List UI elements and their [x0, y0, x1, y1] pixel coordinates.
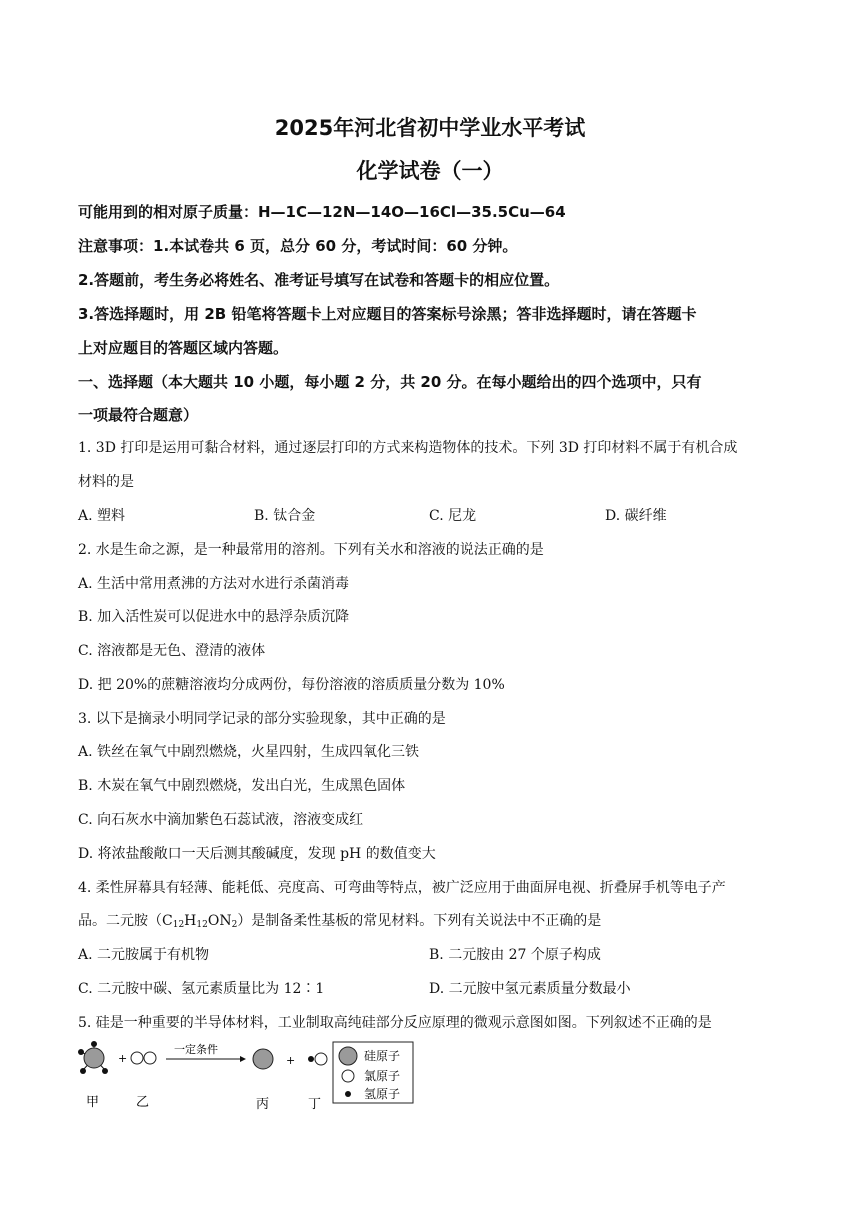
- reaction-diagram: [70, 1040, 430, 1110]
- q4-stem-after-formula: ）是制备柔性基板的常见材料。下列有关说法中不正确的是: [237, 913, 602, 929]
- formula-c-subscript: 12: [172, 920, 185, 930]
- label-yi: 乙: [136, 1095, 150, 1110]
- q3-stem: 3. 以下是摘录小明同学记录的部分实验现象，其中正确的是: [78, 711, 446, 727]
- formula-n-subscript: 2: [231, 920, 238, 930]
- q1-option-d: D. 碳纤维: [605, 508, 667, 524]
- arrow-head: [240, 1056, 246, 1062]
- label-bing: 丙: [256, 1097, 270, 1110]
- q1-option-c: C. 尼龙: [429, 508, 477, 524]
- note-2: 2.答题前，考生务必将姓名、准考证号填写在试卷和答题卡的相应位置。: [78, 271, 560, 289]
- molecule-bing: [253, 1049, 273, 1069]
- hydrogen-atom: [78, 1049, 84, 1055]
- plus-sign: +: [118, 1052, 128, 1065]
- molecule-ding: [308, 1053, 327, 1065]
- legend-chlorine-swatch: [342, 1070, 354, 1082]
- hydrogen-atom: [102, 1068, 108, 1074]
- plus-sign-2: +: [286, 1054, 296, 1067]
- legend-hydrogen-swatch: [345, 1091, 351, 1097]
- q4-stem-before-formula: 品。二元胺（C: [78, 913, 173, 929]
- reaction-condition: 一定条件: [174, 1043, 218, 1056]
- q4-stem-line-2: [78, 911, 798, 935]
- molecule-jia: [78, 1041, 108, 1074]
- q4-option-a: A. 二元胺属于有机物: [78, 947, 210, 963]
- q4-option-d: D. 二元胺中氢元素质量分数最小: [429, 981, 631, 997]
- q2-option-b: B. 加入活性炭可以促进水中的悬浮杂质沉降: [78, 609, 350, 625]
- silicon-atom: [84, 1048, 104, 1068]
- hydrogen-atom: [80, 1068, 86, 1074]
- q3-option-d: D. 将浓盐酸敞口一天后测其酸碱度，发现 pH 的数值变大: [78, 846, 436, 862]
- note-1: 注意事项：1.本试卷共 6 页，总分 60 分，考试时间：60 分钟。: [78, 237, 518, 255]
- legend-chlorine-label: 氯原子: [364, 1069, 401, 1083]
- q3-option-b: B. 木炭在氧气中剧烈燃烧，发出白光，生成黑色固体: [78, 778, 406, 794]
- section-heading-line-1: 一、选择题（本大题共 10 小题，每小题 2 分，共 20 分。在每小题给出的四个选项中，只有: [78, 373, 702, 391]
- chlorine-atom: [144, 1052, 156, 1064]
- q2-option-c: C. 溶液都是无色、澄清的液体: [78, 643, 266, 659]
- chlorine-atom: [131, 1052, 143, 1064]
- atom-legend: [333, 1042, 413, 1103]
- formula-h: H: [184, 913, 197, 929]
- note-3-line-1: 3.答选择题时，用 2B 铅笔将答题卡上对应题目的答案标号涂黑；答非选择题时，请在答题卡: [78, 305, 697, 323]
- legend-silicon-label: 硅原子: [364, 1049, 401, 1063]
- exam-subtitle: 化学试卷（一）: [356, 159, 504, 183]
- q4-option-b: B. 二元胺由 27 个原子构成: [429, 947, 601, 963]
- label-ding: 丁: [308, 1097, 322, 1110]
- formula-on: ON: [207, 913, 232, 929]
- chlorine-atom: [315, 1053, 327, 1065]
- q1-option-b: B. 钛合金: [254, 508, 316, 524]
- legend-silicon-swatch: [339, 1047, 357, 1065]
- q3-option-c: C. 向石灰水中滴加紫色石蕊试液，溶液变成红: [78, 812, 364, 828]
- note-3-line-2: 上对应题目的答题区域内答题。: [78, 339, 289, 357]
- hydrogen-atom: [308, 1056, 314, 1062]
- formula-h-subscript: 12: [196, 920, 208, 930]
- q4-option-c: C. 二元胺中碳、氢元素质量比为 12∶1: [78, 981, 325, 997]
- exam-title: 2025年河北省初中学业水平考试: [274, 116, 586, 140]
- section-heading-line-2: 一项最符合题意）: [78, 406, 199, 424]
- q1-option-a: A. 塑料: [78, 508, 126, 524]
- q2-option-d: D. 把 20%的蔗糖溶液均分成两份，每份溶液的溶质质量分数为 10%: [78, 677, 505, 693]
- q5-stem: 5. 硅是一种重要的半导体材料，工业制取高纯硅部分反应原理的微观示意图如图。下列叙述不正确的是: [78, 1015, 712, 1031]
- legend-hydrogen-label: 氢原子: [364, 1087, 401, 1101]
- q1-stem-line-2: 材料的是: [78, 474, 134, 490]
- hydrogen-atom: [91, 1041, 97, 1047]
- q2-stem: 2. 水是生命之源，是一种最常用的溶剂。下列有关水和溶液的说法正确的是: [78, 542, 544, 558]
- atomic-mass-line: 可能用到的相对原子质量：H—1C—12N—14O—16Cl—35.5Cu—64: [78, 203, 566, 221]
- molecule-yi: [131, 1052, 156, 1064]
- q2-option-a: A. 生活中常用煮沸的方法对水进行杀菌消毒: [78, 576, 350, 592]
- q3-option-a: A. 铁丝在氧气中剧烈燃烧，火星四射，生成四氧化三铁: [78, 744, 420, 760]
- q1-stem-line-1: 1. 3D 打印是运用可黏合材料，通过逐层打印的方式来构造物体的技术。下列 3D 打印材料不属于有机合成: [78, 440, 738, 456]
- label-jia: 甲: [86, 1095, 100, 1110]
- q4-stem-line-1: 4. 柔性屏幕具有轻薄、能耗低、亮度高、可弯曲等特点，被广泛应用于曲面屏电视、折叠屏手机等电子产: [78, 880, 726, 896]
